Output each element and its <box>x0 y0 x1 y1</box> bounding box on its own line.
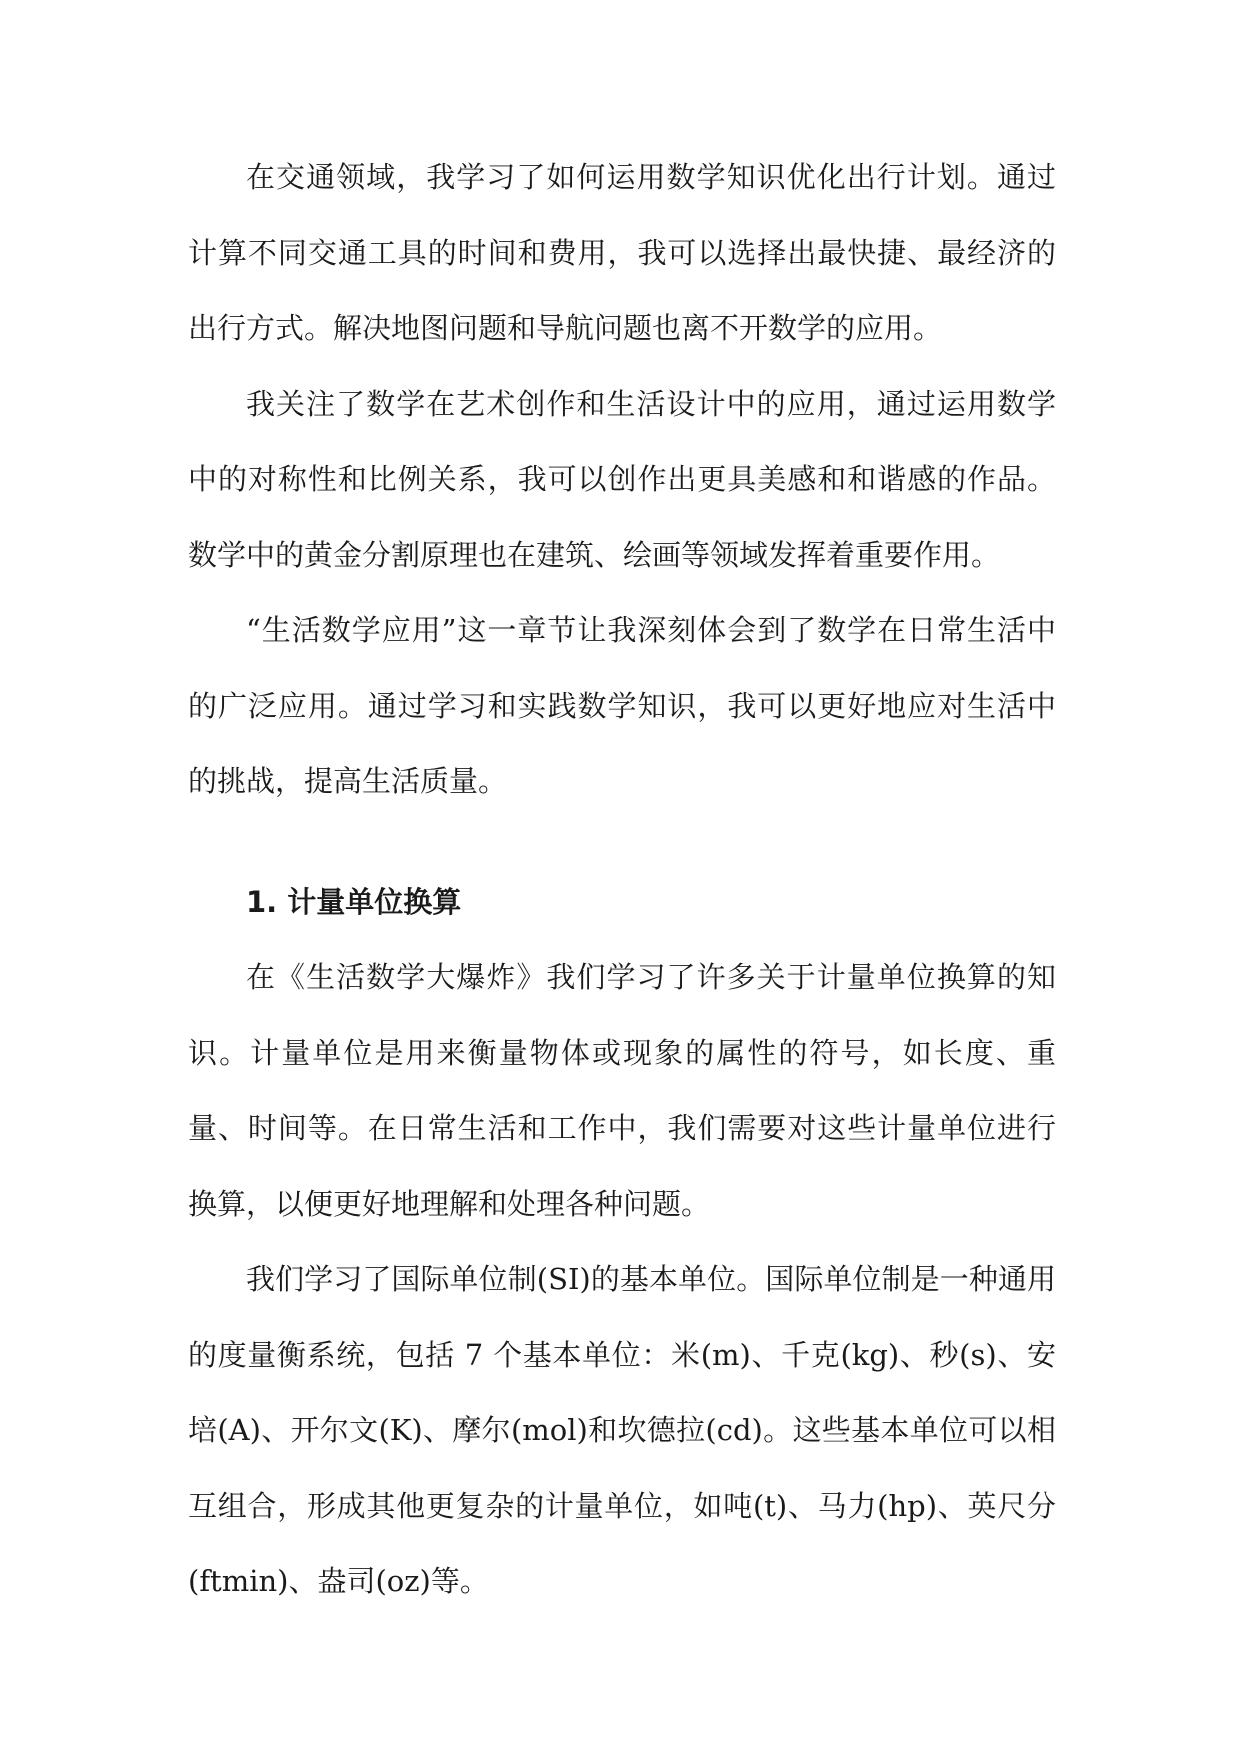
section-heading: 1. 计量单位换算 <box>246 884 462 919</box>
paragraph-unit-conversion: 在《生活数学大爆炸》我们学习了许多关于计量单位换算的知识。计量单位是用来衡量物体或现象的属性的符号，如长度、重量、时间等。在日常生活和工作中，我们需要对这些计量单位进行换算，以便更好地理解和处理各种问题。 <box>188 960 1056 1221</box>
paragraph-transport: 在交通领域，我学习了如何运用数学知识优化出行计划。通过计算不同交通工具的时间和费用，我可以选择出最快捷、最经济的出行方式。解决地图问题和导航问题也离不开数学的应用。 <box>188 160 1056 345</box>
paragraph-art-design: 我关注了数学在艺术创作和生活设计中的应用，通过运用数学中的对称性和比例关系，我可以创作出更具美感和和谐感的作品。数学中的黄金分割原理也在建筑、绘画等领域发挥着重要作用。 <box>188 386 1056 572</box>
paragraph-chapter-summary: “生活数学应用”这一章节让我深刻体会到了数学在日常生活中的广泛应用。通过学习和实践数学知识，我可以更好地应对生活中的挑战，提高生活质量。 <box>188 613 1056 798</box>
document-body <box>188 140 1056 1620</box>
paragraph-si-units: 我们学习了国际单位制(SI)的基本单位。国际单位制是一种通用的度量衡系统，包括 7 个基本单位：米(m)、千克(kg)、秒(s)、安培(A)、开尔文(K)、摩尔(mol)和坎德拉(cd)。这些基本单位可以相互组合，形成其他更复杂的计量单位，如吨(t)、马力(hp)、英尺分(ftmin)、盎司(oz)等。 <box>188 1262 1056 1598</box>
